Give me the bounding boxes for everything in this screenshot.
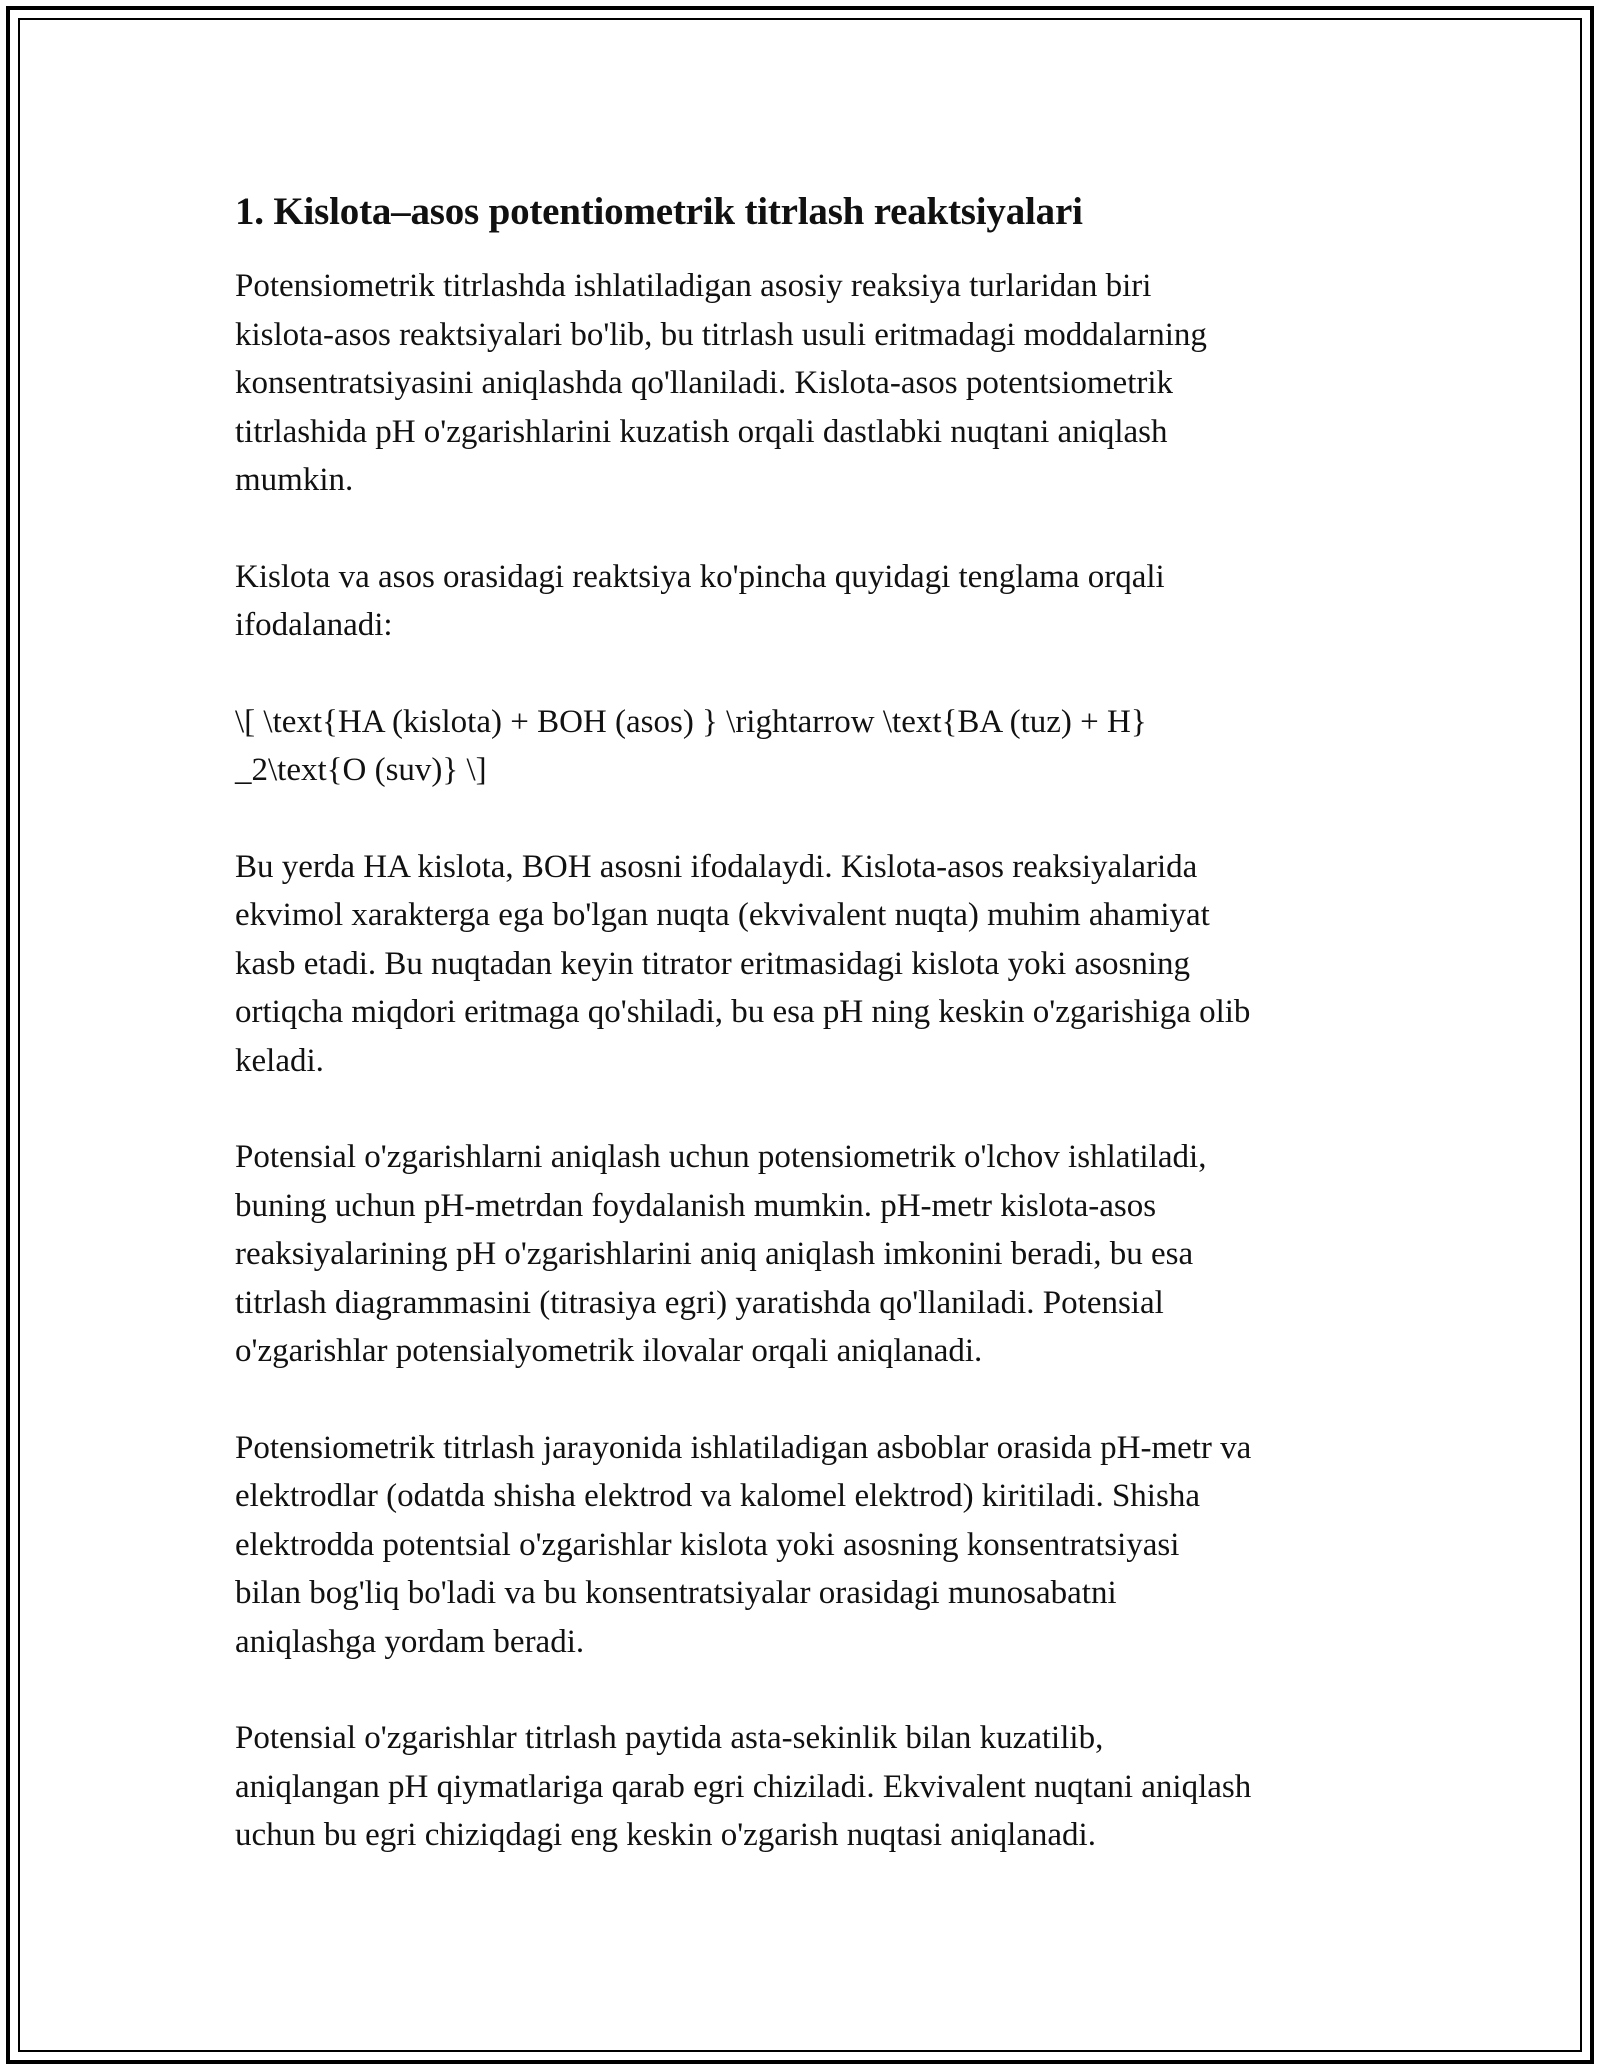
paragraph-electrodes: Potensiometrik titrlash jarayonida ishlatiladigan asboblar orasida pH-metr va elektrodlar (odatda shisha elektrod va kalomel elektrod) kiritiladi. Shisha elektrodda potentsial o'zgarishlar kislota yoki asosning konsentratsiyasi bilan bog'liq bo'ladi va bu konsentratsiyalar orasidagi munosabatni aniqlashga yordam beradi. — [235, 1429, 1252, 1660]
paragraph-curve: Potensial o'zgarishlar titrlash paytida asta-sekinlik bilan kuzatilib, aniqlangan pH qiymatlariga qarab egri chiziladi. Ekvivalent nuqtani aniqlash uchun bu egri chiziqdagi eng keskin o'zgarish nuqtasi aniqlanadi. — [235, 1720, 1252, 1853]
paragraph-ph-meter: Potensial o'zgarishlarni aniqlash uchun potensiometrik o'lchov ishlatiladi, buning uchun pH-metrdan foydalanish mumkin. pH-metr kislota-asos reaksiyalarining pH o'zgarishlarini aniq aniqlash imkonini beradi, bu esa titrlash diagrammasini (titrasiya egri) yaratishda qo'llaniladi. Potensial o'zgarishlar potensialyometrik ilovalar orqali aniqlanadi. — [235, 1139, 1207, 1369]
paragraph-equivalence-point: Bu yerda HA kislota, BOH asosni ifodalaydi. Kislota-asos reaksiyalarida ekvimol xarakterga ega bo'lgan nuqta (ekvivalent nuqta) muhim ahamiyat kasb etadi. Bu nuqtadan keyin titrator eritmasidagi kislota yoki asosning ortiqcha miqdori eritmaga qo'shiladi, bu esa pH ning keskin o'zgarishiga olib keladi. — [235, 848, 1251, 1079]
paragraph-equation-intro: Kislota va asos orasidagi reaktsiya ko'pincha quyidagi tenglama orqali ifodalanadi: — [235, 558, 1165, 643]
section-heading: 1. Kislota–asos potentiometrik titrlash reaktsiyalari — [235, 190, 1083, 233]
paragraph-intro: Potensiometrik titrlashda ishlatiladigan asosiy reaksiya turlaridan biri kislota-asos reaktsiyalari bo'lib, bu titrlash usuli eritmadagi moddalarning konsentratsiyasini aniqlashda qo'llaniladi. Kislota-asos potentsiometrik titrlashida pH o'zgarishlarini kuzatish orqali dastlabki nuqtani aniqlash mumkin. — [235, 268, 1207, 498]
paragraph-equation: \[ \text{HA (kislota) + BOH (asos) } \rightarrow \text{BA (tuz) + H} _2\text{O (suv)} \] — [235, 703, 1147, 788]
document-body — [235, 184, 1375, 1908]
